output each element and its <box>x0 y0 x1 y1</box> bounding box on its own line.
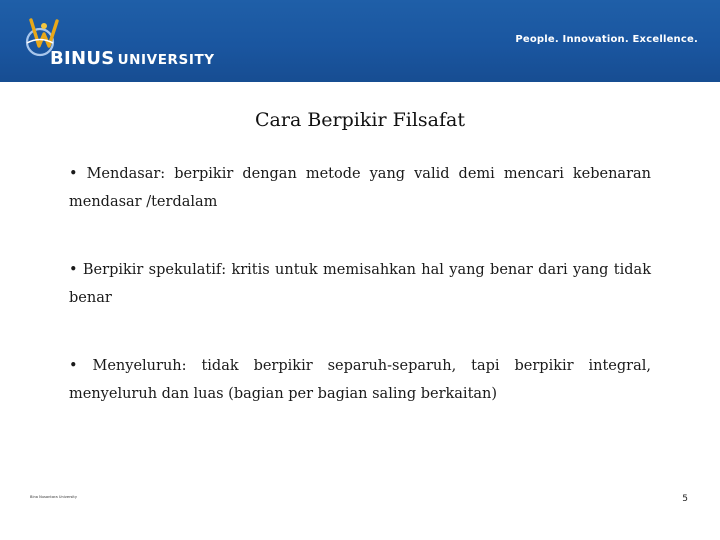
footer-university-text: Bina Nusantara University <box>30 495 77 499</box>
page-number: 5 <box>682 494 688 504</box>
logo-brand-text: BINUS <box>50 48 115 69</box>
bullet-point-mendasar: • Mendasar: berpikir dengan metode yang valid demi mencari kebenaran mendasar /terdalam <box>69 166 651 210</box>
binus-logo <box>18 12 218 72</box>
logo-wordmark <box>50 48 215 69</box>
bullet-point-spekulatif: • Berpikir spekulatif: kritis untuk memisahkan hal yang benar dari yang tidak benar <box>69 262 651 306</box>
bullet-list <box>69 160 651 408</box>
slide-title: Cara Berpikir Filsafat <box>255 109 465 131</box>
bullet-point-menyeluruh: • Menyeluruh: tidak berpikir separuh-separuh, tapi berpikir integral, menyeluruh dan luas (bagian per bagian saling berkaitan) <box>69 358 651 402</box>
tagline: People. Innovation. Excellence. <box>515 34 698 45</box>
logo-suffix-text: UNIVERSITY <box>117 52 215 68</box>
header-bar <box>0 0 720 82</box>
